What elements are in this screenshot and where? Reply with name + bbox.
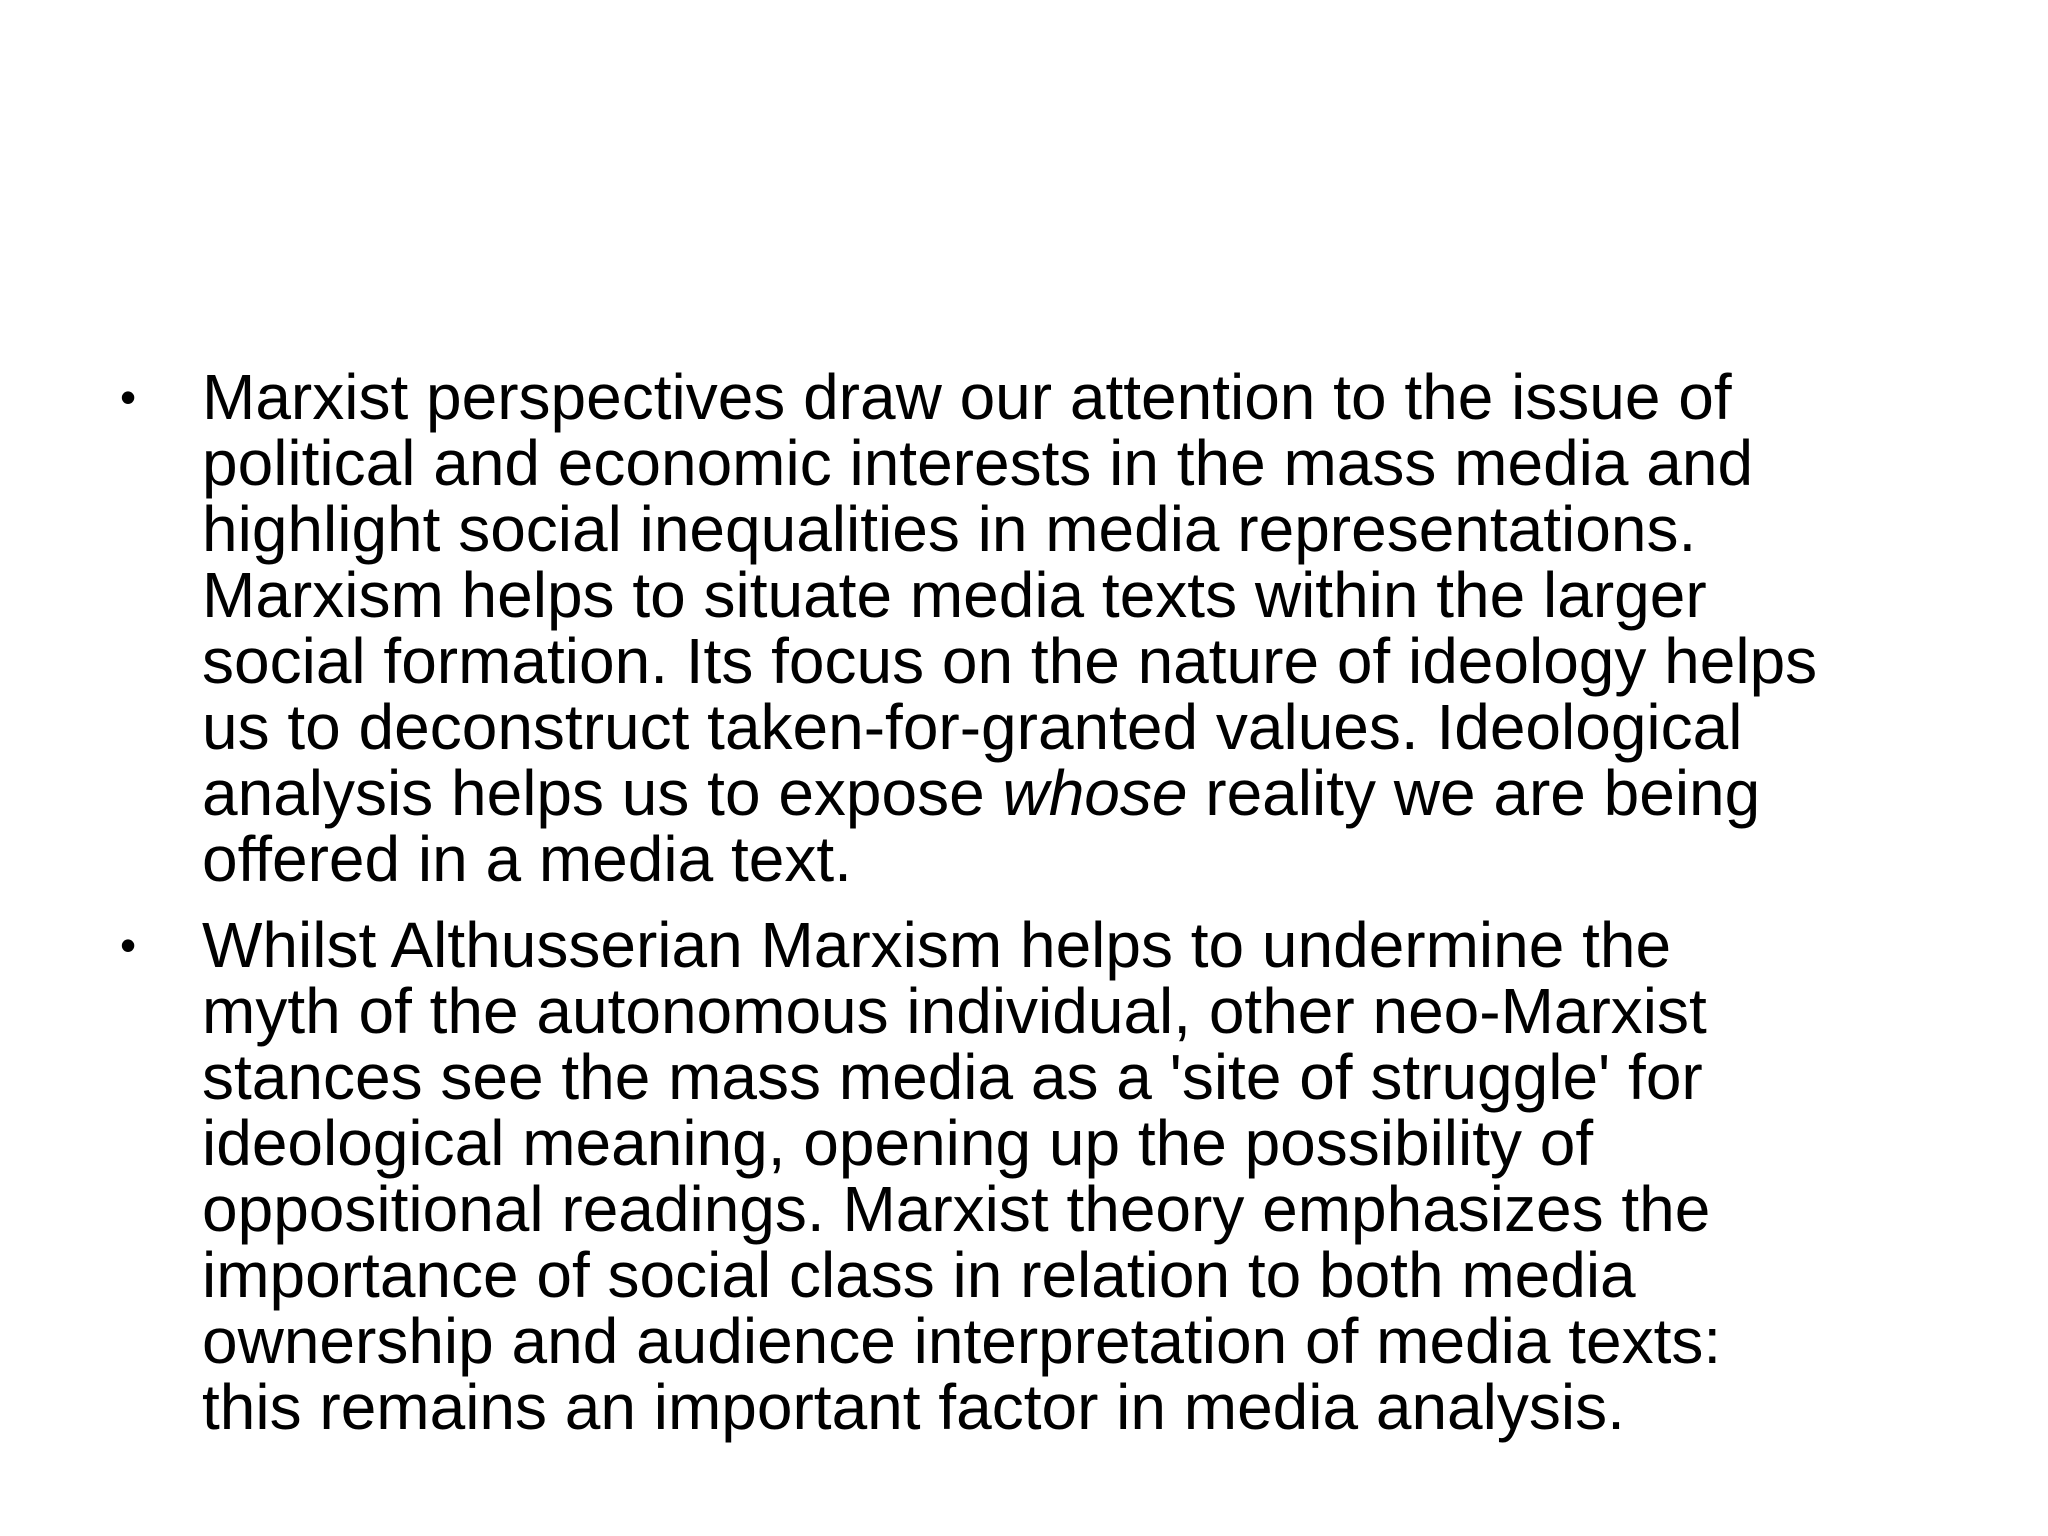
bullet-marker: •	[120, 919, 137, 971]
bullet-text-line: stances see the mass media as a 'site of struggle' for	[202, 1041, 1703, 1113]
bullet-text-segment: analysis helps us to expose	[202, 757, 1003, 829]
bullet-text-segment: reality we are being	[1187, 757, 1761, 829]
bullet-text-line: myth of the autonomous individual, other neo-Marxist	[202, 975, 1707, 1047]
bullet-text-line: offered in a media text.	[202, 823, 852, 895]
bullet-text-line: importance of social class in relation to both media	[202, 1239, 1636, 1311]
bullet-item-althusserian-marxism	[120, 909, 2000, 1443]
bullet-text-line: highlight social inequalities in media representations.	[202, 493, 1697, 565]
bullet-text-line: social formation. Its focus on the nature of ideology helps	[202, 625, 1818, 697]
bullet-text-line: political and economic interests in the mass media and	[202, 427, 1754, 499]
bullet-item-marxist-perspectives	[120, 361, 2000, 895]
bullet-list	[120, 361, 2000, 1460]
bullet-text-line: Marxism helps to situate media texts within the larger	[202, 559, 1707, 631]
bullet-text-line: oppositional readings. Marxist theory emphasizes the	[202, 1173, 1711, 1245]
bullet-text-line: ideological meaning, opening up the possibility of	[202, 1107, 1594, 1179]
bullet-text-line: Whilst Althusserian Marxism helps to undermine the	[202, 909, 1672, 981]
bullet-text-line: ownership and audience interpretation of media texts:	[202, 1305, 1722, 1377]
bullet-text-line: this remains an important factor in media analysis.	[202, 1371, 1625, 1443]
emphasized-word: whose	[1002, 757, 1188, 829]
bullet-text-line-with-emphasis	[202, 757, 2000, 829]
bullet-marker: •	[120, 371, 137, 423]
bullet-text-line: Marxist perspectives draw our attention to the issue of	[202, 361, 1732, 433]
bullet-text-line: us to deconstruct taken-for-granted values. Ideological	[202, 691, 1743, 763]
